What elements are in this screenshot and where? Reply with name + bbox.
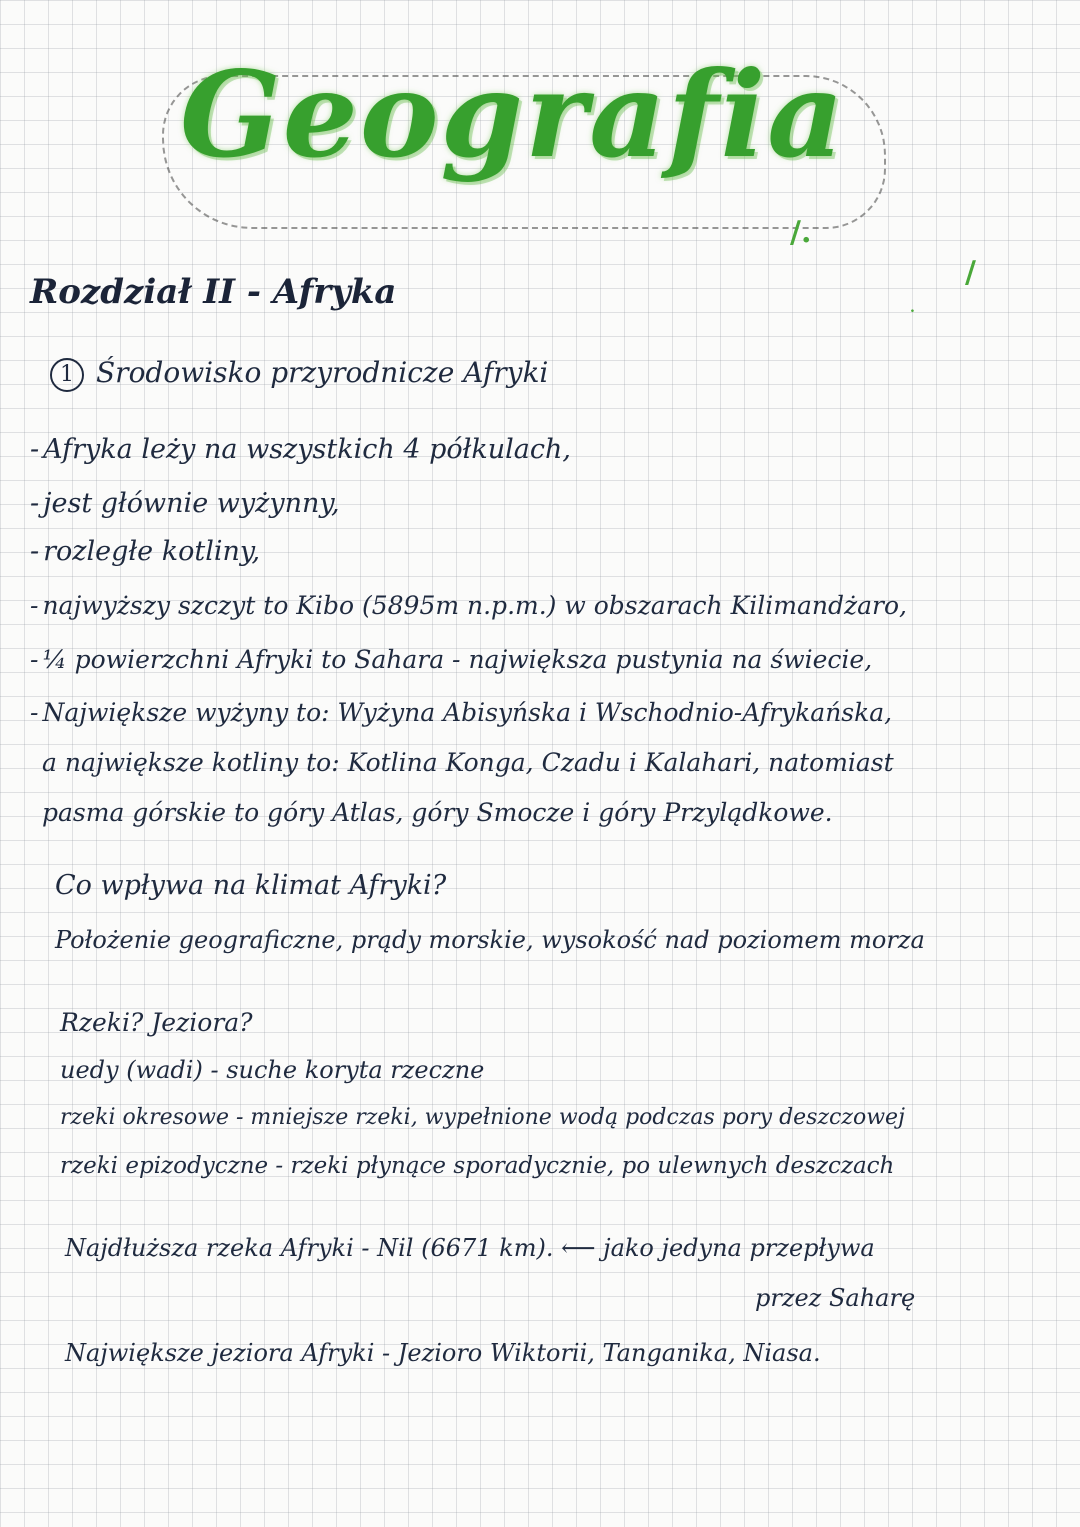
list-item: - Afryka leży na wszystkich 4 półkulach,: [30, 434, 571, 465]
list-item-continuation: a największe kotliny to: Kotlina Konga, Czadu i Kalahari, natomiast: [42, 748, 894, 777]
list-item-continuation: pasma górskie to góry Atlas, góry Smocze i góry Przylądkowe.: [42, 798, 833, 827]
list-item: - ¼ powierzchni Afryki to Sahara - największa pustynia na świecie,: [30, 645, 873, 674]
nile-note: jako jedyna przepływa: [603, 1234, 875, 1262]
list-item-text: Afryka leży na wszystkich 4 półkulach,: [43, 434, 571, 465]
nile-note-continuation: przez Saharę: [755, 1284, 916, 1312]
list-item-text: jest głównie wyżynny,: [43, 488, 340, 519]
list-item: - najwyższy szczyt to Kibo (5895m n.p.m.) w obszarach Kilimandżaro,: [30, 591, 907, 620]
rivers-line: rzeki okresowe - mniejsze rzeki, wypełnione wodą podczas pory deszczowej: [60, 1105, 905, 1130]
section-title: Środowisko przyrodnicze Afryki: [96, 356, 549, 389]
nile-text: Najdłuższa rzeka Afryki - Nil (6671 km).: [65, 1234, 554, 1262]
green-dot-mark: .: [910, 300, 915, 316]
arrow-left-icon: ⟵: [561, 1234, 596, 1262]
chapter-heading: Rozdział II - Afryka: [30, 272, 397, 312]
list-item: - Największe wyżyny to: Wyżyna Abisyńska i Wschodnio-Afrykańska,: [30, 698, 893, 727]
rivers-line: uedy (wadi) - suche koryta rzeczne: [60, 1056, 485, 1084]
page-title: Geografia: [180, 45, 846, 184]
climate-question: Co wpływa na klimat Afryki?: [55, 870, 447, 901]
list-item-text: Największe wyżyny to: Wyżyna Abisyńska i Wschodnio-Afrykańska,: [42, 698, 893, 727]
rivers-line: rzeki epizodyczne - rzeki płynące sporadycznie, po ulewnych deszczach: [60, 1153, 895, 1179]
rivers-question: Rzeki? Jeziora?: [60, 1008, 253, 1037]
green-splash-mark: /.: [790, 215, 812, 250]
list-item: - rozległe kotliny,: [30, 536, 261, 567]
list-item-text: ¼ powierzchni Afryki to Sahara - największa pustynia na świecie,: [42, 645, 873, 674]
section-heading: [50, 355, 548, 392]
list-item: - jest głównie wyżynny,: [30, 488, 340, 519]
list-item-text: rozległe kotliny,: [43, 536, 261, 567]
section-number: 1: [50, 358, 84, 392]
list-item-text: najwyższy szczyt to Kibo (5895m n.p.m.) w obszarach Kilimandżaro,: [42, 591, 907, 620]
nile-fact: [65, 1230, 875, 1266]
lakes-fact: Największe jeziora Afryki - Jezioro Wiktorii, Tanganika, Niasa.: [65, 1339, 821, 1367]
green-splash-mark: /: [965, 255, 976, 290]
climate-answer: Położenie geograficzne, prądy morskie, wysokość nad poziomem morza: [55, 926, 925, 954]
